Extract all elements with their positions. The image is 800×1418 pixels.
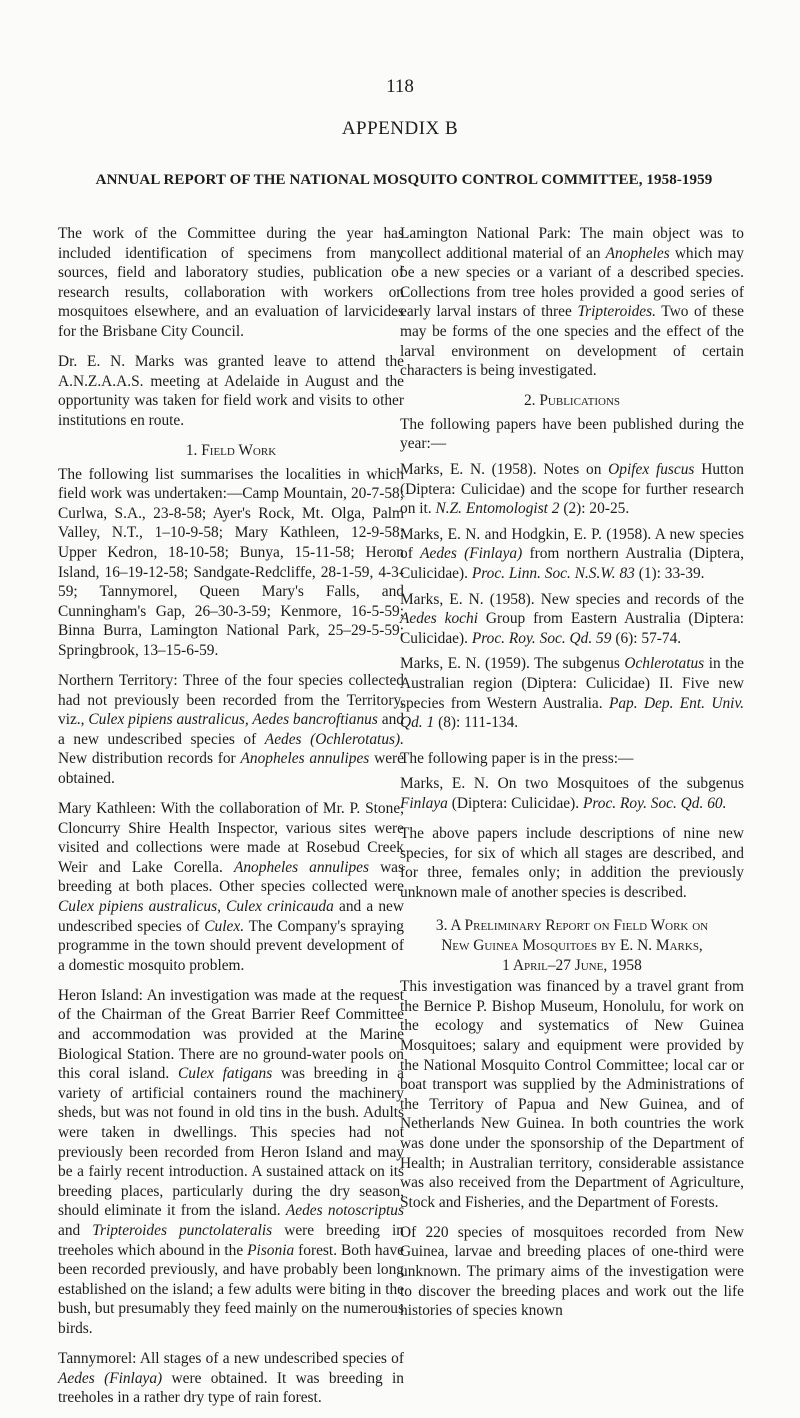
section-heading-field-work: 1. Field Work bbox=[185, 441, 277, 459]
paragraph: Heron Island: An investigation was made at the request of the Chairman of the Great Barrier Reef Committee and accommodation was provided at the Marine Biological Station. There are no ground-water pools on this coral island. Culex fatigans was breeding in a variety of artificial containers round the machinery sheds, but was not found in old tins in the bush. Adults were taken in dwellings. This species had not previously been recorded from Heron Island and may be a fairly recent introduction. A sustained attack on its breeding places, particularly during the dry season, should eliminate it from the island. Aedes notoscriptus and Tripteroides punctolateralis were breeding in treeholes which abound in the Pisonia forest. Both have been recorded previously, and have probably been long established on the island; a few adults were biting in the bush, but presumably they feed mainly on the numerous birds. bbox=[58, 986, 404, 1337]
appendix-title: APPENDIX B bbox=[341, 118, 459, 139]
paragraph: The following papers have been published during the year:— bbox=[400, 415, 744, 453]
paragraph: Tannymorel: All stages of a new undescribed species of Aedes (Finlaya) were obtained. It was breeding in treeholes in a rather dry type of rain forest. bbox=[58, 1350, 404, 1407]
reference-item: Marks, E. N. On two Mosquitoes of the subgenus Finlaya (Diptera: Culicidae). Proc. Roy. Soc. Qd. 60. bbox=[400, 775, 744, 812]
paragraph: The work of the Committee during the year has included identification of specimens from many sources, field and laboratory studies, publication of research results, collaboration with workers on mosquitoes elsewhere, and an evaluation of larvicides for the Brisbane City Council. bbox=[58, 225, 404, 340]
paragraph: Of 220 species of mosquitoes recorded from New Guinea, larvae and breeding places of one-third were unknown. The primary aims of the investigation were to discover the breeding places and work out the life histories of species known bbox=[400, 1223, 744, 1320]
report-title: ANNUAL REPORT OF THE NATIONAL MOSQUITO CONTROL COMMITTEE, 1958-1959 bbox=[95, 172, 713, 188]
reference-item: Marks, E. N. (1958). Notes on Opifex fuscus Hutton (Diptera: Culicidae) and the scope for further research on it. N.Z. Entomologist 2 (2): 20-25. bbox=[400, 461, 744, 518]
section-heading-new-guinea: 3. A Preliminary Report on Field Work on New Guinea Mosquitoes by E. N. Marks, 1 April–27 June, 1958 bbox=[435, 917, 709, 974]
paragraph: This investigation was financed by a travel grant from the Bernice P. Bishop Museum, Honolulu, for work on the ecology and systematics of New Guinea Mosquitoes; salary and equipment were provided by the National Mosquito Control Committee; local car or boat transport was supplied by the Administrations of the Territory of Papua and New Guinea, and of Netherlands New Guinea. In both countries the work was done under the sponsorship of the Department of Health; in Australian territory, considerable assistance was also received from the Department of Agriculture, Stock and Fisheries, and the Department of Forests. bbox=[400, 978, 744, 1211]
paragraph: The above papers include descriptions of nine new species, for six of which all stages are described, and for three, females only; in addition the previously unknown male of another species is described. bbox=[400, 825, 744, 901]
paragraph: Lamington National Park: The main object was to collect additional material of an Anopheles which may be a new species or a variant of a described species. Collections from tree holes provided a good series of early larval instars of three Tripteroides. Two of these may be forms of the one species and the effect of the larval environment on development of certain characters is being investigated. bbox=[400, 225, 744, 380]
reference-item: Marks, E. N. and Hodgkin, E. P. (1958). A new species of Aedes (Finlaya) from northern Australia (Diptera, Culicidae). Proc. Linn. Soc. N.S.W. 83 (1): 33-39. bbox=[400, 525, 744, 582]
paragraph: Northern Territory: Three of the four species collected had not previously been recorded from the Territory, viz., Culex pipiens australicus, Aedes bancroftianus and a new undescribed species of Aedes (Ochlerotatus). New distribution records for Anopheles annulipes were obtained. bbox=[58, 671, 404, 787]
page-number: 118 bbox=[386, 76, 414, 97]
paragraph: The following list summarises the localities in which field work was undertaken:—Camp Mountain, 20-7-58; Curlwa, S.A., 23-8-58; Ayer's Rock, Mt. Olga, Palm Valley, N.T., 1–10-9-58; Mary Kathleen, 12-9-58; Upper Kedron, 18-10-58; Bunya, 15-11-58; Heron Island, 16–19-12-58; Sandgate-Redcliffe, 28-1-59, 4-3-59; Tannymorel, Queen Mary's Falls, and Cunningham's Gap, 26–30-3-59; Kenmore, 16-5-59; Binna Burra, Lamington National Park, 25–29-5-59; Springbrook, 13–15-6-59. bbox=[58, 465, 404, 659]
paragraph: Mary Kathleen: With the collaboration of Mr. P. Stone, Cloncurry Shire Health Inspector, various sites were visited and collections were made at Rosebud Creek Weir and Lake Corella. Anopheles annulipes was breeding at both places. Other species collected were Culex pipiens australicus, Culex crinicauda and a new undescribed species of Culex. The Company's spraying programme in the town should prevent development of a domestic mosquito problem. bbox=[58, 800, 404, 974]
reference-item: Marks, E. N. (1959). The subgenus Ochlerotatus in the Australian region (Diptera: Culicidae) II. Five new species from Western Australia. Pap. Dep. Ent. Univ. Qd. 1 (8): 111-134. bbox=[400, 655, 744, 732]
paragraph: The following paper is in the press:— bbox=[400, 749, 634, 767]
right-column bbox=[400, 224, 744, 1331]
left-column bbox=[58, 224, 404, 1418]
paragraph: Dr. E. N. Marks was granted leave to attend the A.N.Z.A.A.S. meeting at Adelaide in August and the opportunity was taken for field work and visits to other institutions en route. bbox=[58, 353, 404, 429]
section-heading-publications: 2. Publications bbox=[523, 392, 621, 410]
reference-item: Marks, E. N. (1958). New species and records of the Aedes kochi Group from Eastern Australia (Diptera: Culicidae). Proc. Roy. Soc. Qd. 59 (6): 57-74. bbox=[400, 590, 744, 647]
